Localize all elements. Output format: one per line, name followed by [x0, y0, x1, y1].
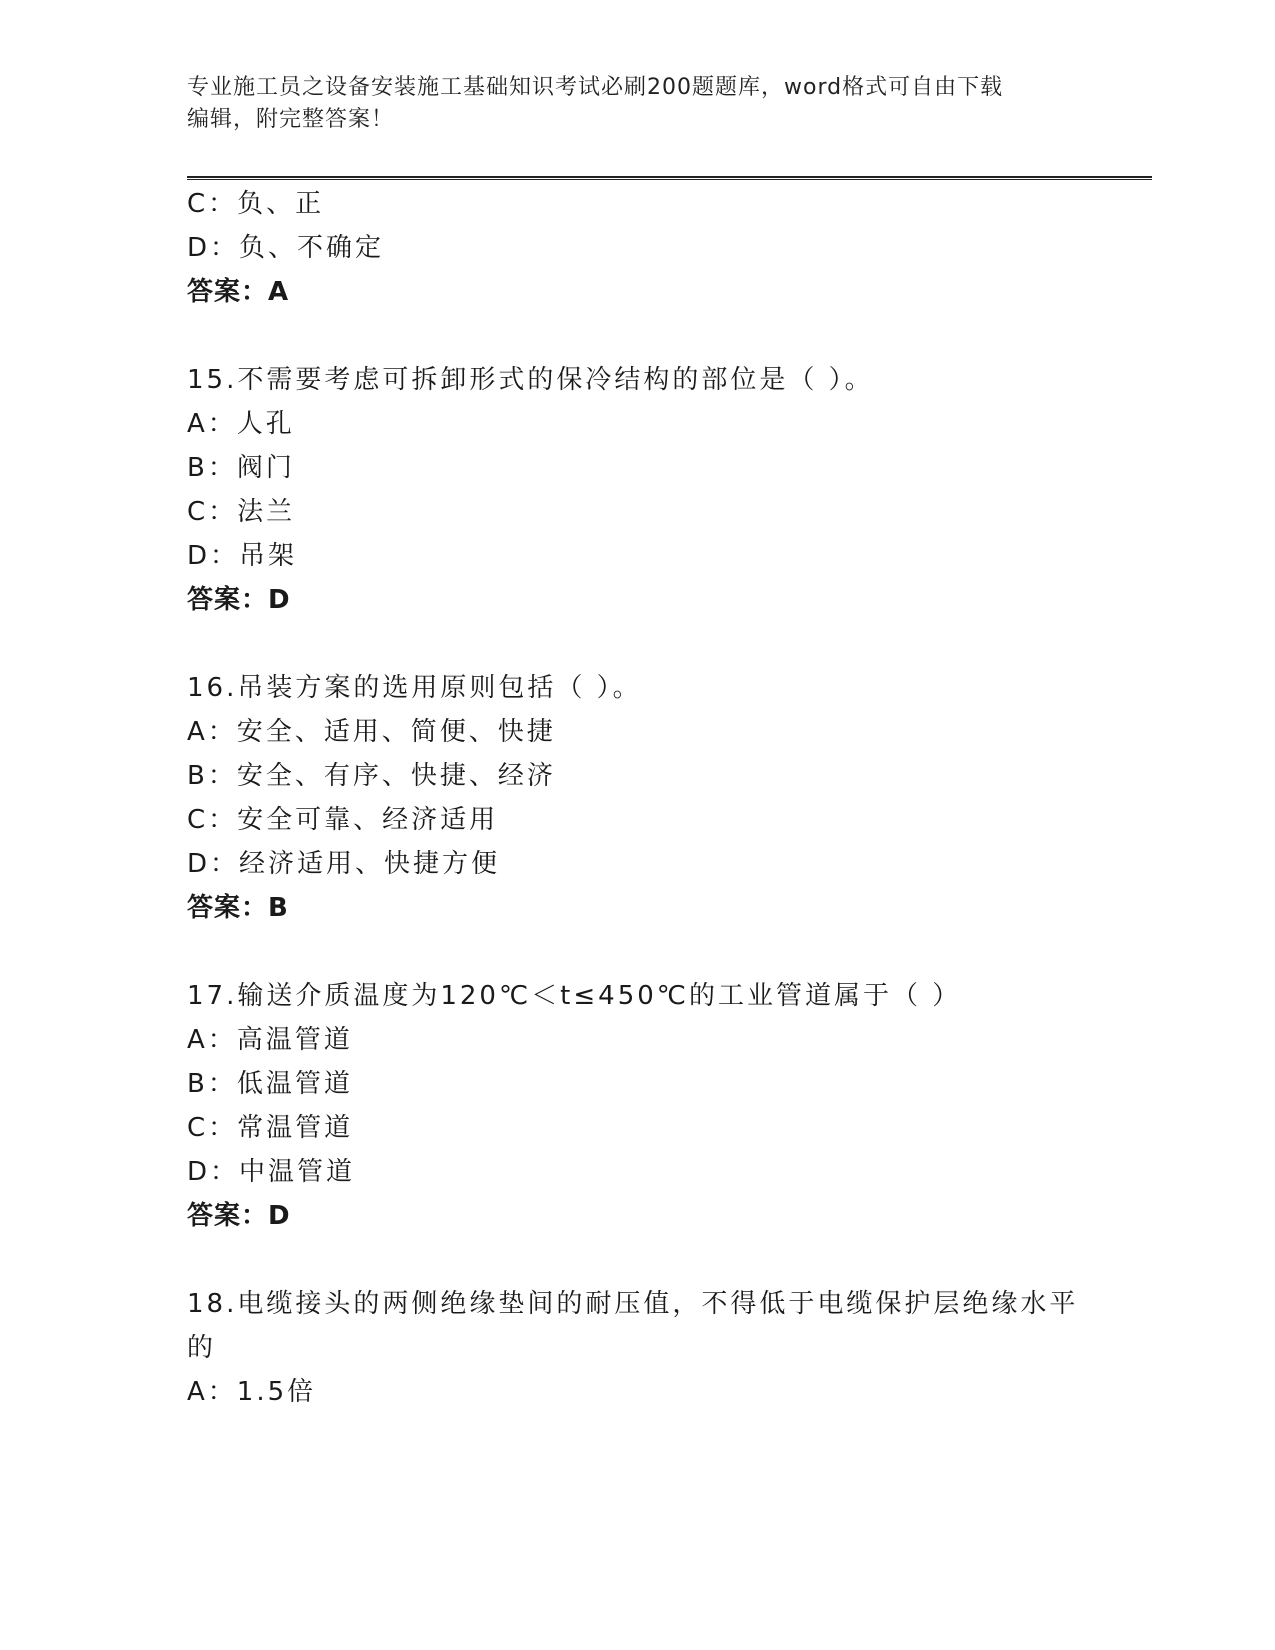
- q18-question-line-2: 的: [187, 1333, 217, 1363]
- q18-option-a: A：1.5倍: [187, 1377, 317, 1407]
- q16-option-d: D：经济适用、快捷方便: [187, 849, 501, 879]
- q17-option-c: C：常温管道: [187, 1113, 354, 1143]
- q15-option-b: B：阀门: [187, 453, 295, 483]
- q18-question-line-1: 18.电缆接头的两侧绝缘垫间的耐压值，不得低于电缆保护层绝缘水平: [187, 1289, 1079, 1319]
- q16-option-c: C：安全可靠、经济适用: [187, 805, 499, 835]
- q17-option-a: A：高温管道: [187, 1025, 353, 1055]
- q16-answer: 答案：B: [187, 893, 289, 923]
- prev-answer: 答案：A: [187, 277, 290, 307]
- prev-option-d: D：负、不确定: [187, 233, 385, 263]
- q15-option-a: A：人孔: [187, 409, 295, 439]
- q15-question: 15.不需要考虑可拆卸形式的保冷结构的部位是（ ）。: [187, 365, 874, 395]
- q16-option-b: B：安全、有序、快捷、经济: [187, 761, 556, 791]
- q16-question: 16.吊装方案的选用原则包括（ ）。: [187, 673, 642, 703]
- q15-option-d: D：吊架: [187, 541, 298, 571]
- q16-option-a: A：安全、适用、简便、快捷: [187, 717, 556, 747]
- q15-option-c: C：法兰: [187, 497, 296, 527]
- header-divider: [187, 176, 1152, 180]
- header-title-line-1: 专业施工员之设备安装施工基础知识考试必刷200题题库，word格式可自由下载: [187, 75, 1004, 100]
- q17-option-d: D：中温管道: [187, 1157, 356, 1187]
- page-header: [187, 72, 1087, 136]
- q17-option-b: B：低温管道: [187, 1069, 353, 1099]
- q17-answer: 答案：D: [187, 1201, 291, 1231]
- prev-option-c: C：负、正: [187, 189, 325, 219]
- q17-question: 17.输送介质温度为120℃＜t≤450℃的工业管道属于（ ）: [187, 981, 962, 1011]
- q15-answer: 答案：D: [187, 585, 291, 615]
- header-title-line-2: 编辑，附完整答案！: [187, 107, 395, 132]
